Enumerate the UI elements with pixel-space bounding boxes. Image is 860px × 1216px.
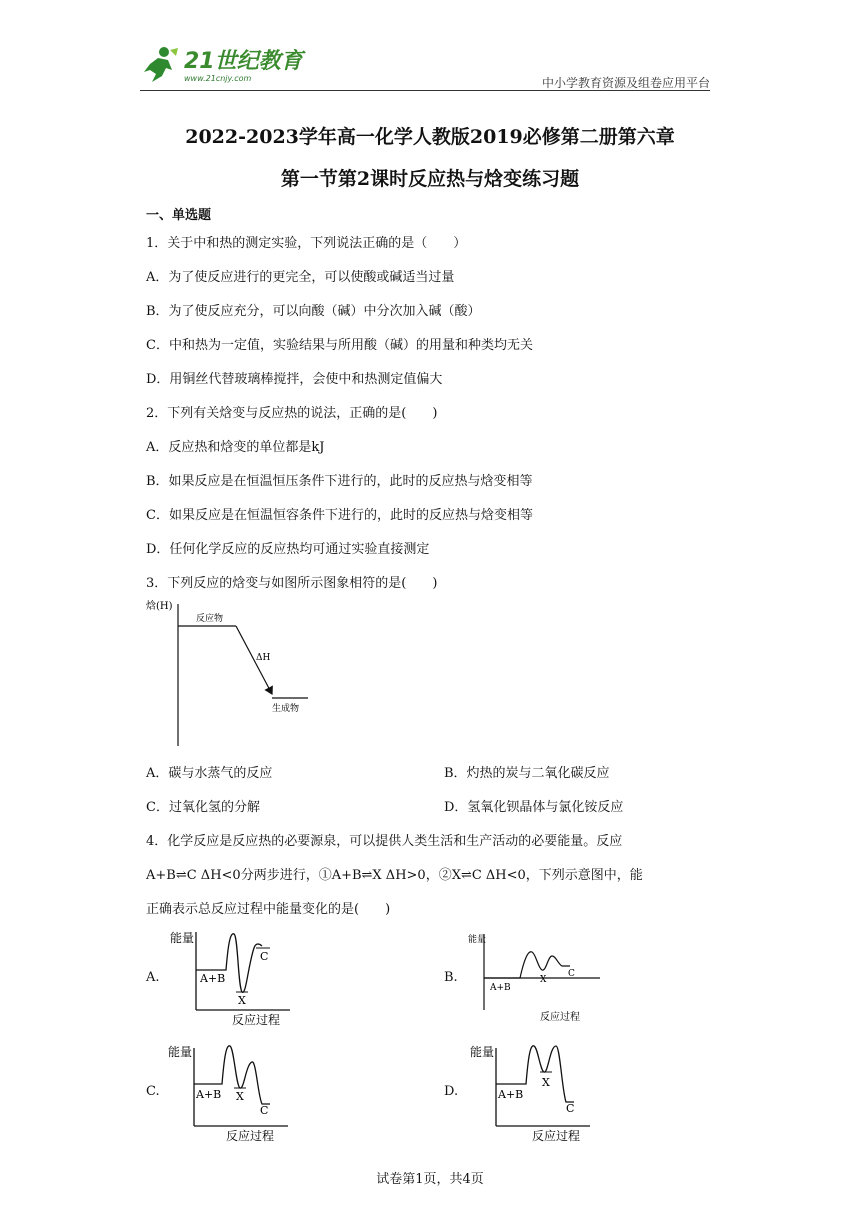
header-divider (140, 90, 710, 91)
q4-stem-line2: A+B⇌C ΔH<0分两步进行，①A+B⇌X ΔH>0，②X⇌C ΔH<0，下列示意图中，能 (146, 868, 643, 883)
svg-text:能量: 能量 (468, 935, 487, 945)
q4-diagram-a (168, 926, 298, 1026)
svg-text:能量: 能量 (470, 1045, 495, 1059)
q4-option-c-label: C. (146, 1084, 160, 1099)
q3-stem: 3．下列反应的焓变与如图所示图象相符的是( ) (146, 576, 438, 591)
q2-option-b: B．如果反应是在恒温恒压条件下进行的，此时的反应热与焓变相等 (146, 474, 533, 489)
svg-text:X: X (236, 1090, 244, 1103)
q4-diagram-c (166, 1040, 296, 1144)
q3-product-label: 生成物 (272, 704, 300, 714)
svg-text:反应过程: 反应过程 (540, 1012, 580, 1023)
q3-option-b: B．灼热的炭与二氧化碳反应 (444, 766, 610, 781)
svg-text:能量: 能量 (170, 931, 195, 945)
svg-text:A+B: A+B (498, 1088, 524, 1101)
q3-enthalpy-diagram (144, 598, 344, 750)
svg-text:A+B: A+B (196, 1088, 222, 1101)
q2-stem: 2．下列有关焓变与反应热的说法，正确的是( ) (146, 406, 438, 421)
q3-option-c: C．过氧化氢的分解 (146, 800, 260, 815)
logo-text: 21世纪教育 (184, 49, 303, 74)
svg-text:X: X (238, 994, 246, 1007)
svg-text:A+B: A+B (490, 983, 511, 993)
q4-option-d-label: D. (444, 1084, 459, 1099)
page-footer: 试卷第1页，共4页 (376, 1172, 484, 1187)
q4-stem-line3: 正确表示总反应过程中能量变化的是( ) (146, 902, 391, 917)
q4-diagram-d (468, 1040, 598, 1144)
q1-option-d: D．用铜丝代替玻璃棒搅拌，会使中和热测定值偏大 (146, 372, 443, 387)
q3-option-d: D．氢氧化钡晶体与氯化铵反应 (444, 800, 624, 815)
svg-text:C: C (568, 969, 575, 979)
q1-option-b: B．为了使反应充分，可以向酸（碱）中分次加入碱（酸） (146, 304, 481, 319)
q1-stem: 1．关于中和热的测定实验，下列说法正确的是（ ） (146, 236, 467, 251)
svg-text:反应过程: 反应过程 (232, 1013, 281, 1026)
q3-reactant-label: 反应物 (196, 614, 224, 624)
page-title-line1: 2022-2023学年高一化学人教版2019必修第二册第六章 (185, 126, 675, 148)
q3-option-a: A．碳与水蒸气的反应 (146, 766, 273, 781)
q1-option-c: C．中和热为一定值，实验结果与所用酸（碱）的用量和种类均无关 (146, 338, 533, 353)
svg-text:反应过程: 反应过程 (226, 1129, 275, 1143)
q2-option-d: D．任何化学反应的反应热均可通过实验直接测定 (146, 542, 430, 557)
q4-option-a-label: A. (146, 970, 160, 985)
svg-text:C: C (566, 1102, 575, 1115)
q2-option-c: C．如果反应是在恒温恒容条件下进行的，此时的反应热与焓变相等 (146, 508, 533, 523)
svg-text:能量: 能量 (168, 1045, 193, 1059)
q4-option-b-label: B. (444, 970, 458, 985)
q2-option-a: A．反应热和焓变的单位都是kJ (146, 440, 325, 455)
svg-text:C: C (260, 1104, 269, 1117)
svg-text:A+B: A+B (200, 972, 226, 985)
q3-ylabel: 焓(H) (146, 601, 173, 612)
q1-option-a: A．为了使反应进行的更完全，可以使酸或碱适当过量 (146, 270, 455, 285)
svg-text:C: C (260, 950, 269, 963)
section-heading: 一、单选题 (146, 208, 212, 223)
platform-label: 中小学教育资源及组卷应用平台 (541, 76, 710, 90)
runner-logo-icon (140, 46, 184, 86)
svg-text:X: X (542, 1076, 550, 1089)
q4-stem-line1: 4．化学反应是反应热的必要源泉，可以提供人类生活和生产活动的必要能量。反应 (146, 834, 623, 849)
page-title-line2: 第一节第2课时反应热与焓变练习题 (280, 168, 580, 190)
logo-url: www.21cnjy.com (184, 74, 252, 83)
svg-text:反应过程: 反应过程 (532, 1129, 581, 1143)
logo (140, 42, 310, 90)
q3-dh-label: ΔH (256, 653, 271, 663)
svg-text:X: X (540, 975, 547, 985)
q4-diagram-b (462, 930, 602, 1024)
